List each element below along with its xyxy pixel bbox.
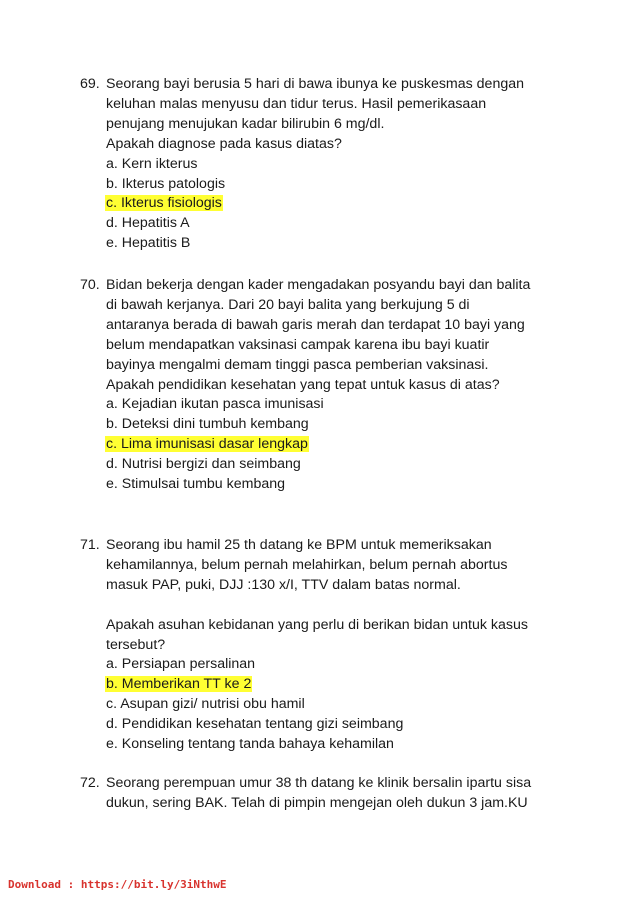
answer-option-b: b. Ikterus patologis — [106, 175, 226, 192]
download-link[interactable]: Download : https://bit.ly/3iNthwE — [8, 878, 227, 891]
answer-highlight: b. Memberikan TT ke 2 — [106, 676, 252, 693]
question-text-line: di bawah kerjanya. Dari 20 bayi balita yang berkujung 5 di — [106, 296, 470, 313]
question-71 — [80, 536, 570, 755]
question-body — [106, 75, 570, 254]
question-text-line: masuk PAP, puki, DJJ :130 x/I, TTV dalam batas normal. — [106, 576, 461, 593]
answer-option-a: a. Kern ikterus — [106, 155, 198, 172]
answer-option-e: e. Konseling tentang tanda bahaya kehamilan — [106, 736, 394, 753]
answer-option-d: d. Nutrisi bergizi dan seimbang — [106, 456, 301, 473]
question-body — [106, 276, 570, 495]
answer-option-b-correct — [106, 675, 570, 695]
question-text-line: Seorang perempuan umur 38 th datang ke klinik bersalin ipartu sisa — [106, 775, 532, 791]
question-text-line: antaranya berada di bawah garis merah dan terdapat 10 bayi yang — [106, 316, 525, 333]
answer-option-d: d. Pendidikan kesehatan tentang gizi seimbang — [106, 716, 404, 733]
question-text-line: dukun, sering BAK. Telah di pimpin mengejan oleh dukun 3 jam.KU — [106, 794, 528, 811]
question-number: 69. — [80, 76, 100, 92]
question-prompt: Apakah asuhan kebidanan yang perlu di berikan bidan untuk kasus — [106, 616, 528, 633]
paragraph-gap — [106, 596, 570, 616]
answer-option-d: d. Hepatitis A — [106, 215, 190, 232]
question-prompt: Apakah pendidikan kesehatan yang tepat untuk kasus di atas? — [106, 376, 500, 393]
answer-option-a: a. Persiapan persalinan — [106, 656, 256, 673]
question-text-line: Seorang bayi berusia 5 hari di bawa ibunya ke puskesmas dengan — [106, 76, 525, 92]
question-prompt: tersebut? — [106, 636, 166, 653]
answer-highlight: c. Ikterus fisiologis — [106, 195, 222, 212]
answer-option-c-correct — [106, 435, 570, 455]
answer-option-b: b. Deteksi dini tumbuh kembang — [106, 416, 309, 433]
question-number: 72. — [80, 775, 100, 791]
answer-option-e: e. Hepatitis B — [106, 235, 191, 252]
question-70 — [80, 276, 570, 495]
question-prompt: Apakah diagnose pada kasus diatas? — [106, 135, 342, 152]
question-number: 70. — [80, 277, 100, 293]
question-number: 71. — [80, 537, 100, 553]
question-text-line: bayinya mengalmi demam tinggi pasca pemberian vaksinasi. — [106, 356, 489, 373]
question-text-line: Seorang ibu hamil 25 th datang ke BPM untuk memeriksakan — [106, 537, 492, 553]
answer-option-a: a. Kejadian ikutan pasca imunisasi — [106, 396, 324, 413]
answer-highlight: c. Lima imunisasi dasar lengkap — [106, 436, 308, 453]
question-72 — [80, 774, 570, 814]
question-body — [106, 536, 570, 755]
question-69 — [80, 75, 570, 254]
question-body — [106, 774, 570, 814]
question-text-line: keluhan malas menyusu dan tidur terus. Hasil pemerikasaan — [106, 95, 487, 112]
question-text-line: belum mendapatkan vaksinasi campak karena ibu bayi kuatir — [106, 336, 490, 353]
question-text-line: Bidan bekerja dengan kader mengadakan posyandu bayi dan balita — [106, 277, 531, 293]
answer-option-c-correct — [106, 194, 570, 214]
question-text-line: penujang menujukan kadar bilirubin 6 mg/dl. — [106, 115, 385, 132]
answer-option-c: c. Asupan gizi/ nutrisi obu hamil — [106, 696, 305, 713]
question-text-line: kehamilannya, belum pernah melahirkan, belum pernah abortus — [106, 556, 508, 573]
answer-option-e: e. Stimulsai tumbu kembang — [106, 476, 286, 493]
